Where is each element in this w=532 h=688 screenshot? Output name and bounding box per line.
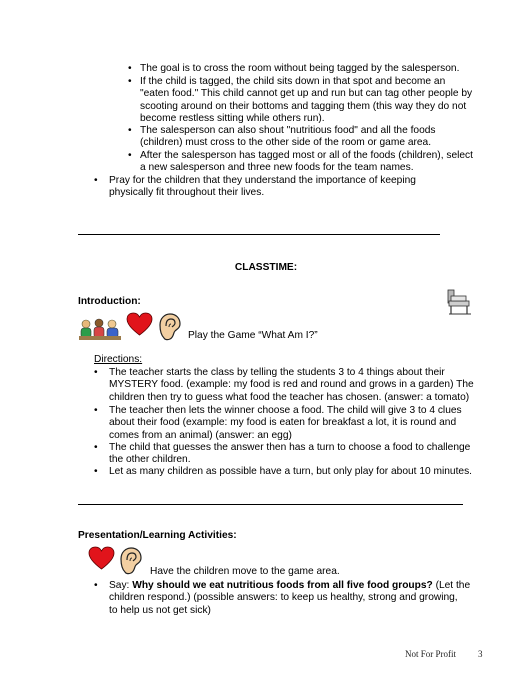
list-item [94, 466, 472, 478]
pray-item-text: Pray for the children that they understand the importance of keeping physically fit throughout their lives. [109, 175, 416, 199]
bullet-dot: • [94, 405, 98, 416]
children-group-icon [78, 317, 122, 341]
list-item [128, 150, 473, 175]
say-label: Say: [109, 580, 133, 591]
heart-icon [88, 546, 115, 571]
directions-label: Directions: [94, 354, 143, 365]
bullet-dot: • [94, 175, 98, 186]
ear-icon [118, 546, 143, 575]
list-item [128, 63, 459, 75]
presentation-heading: Presentation/Learning Activities: [78, 530, 237, 541]
list-item-text: If the child is tagged, the child sits down in that spot and become an "eaten food." This child cannot get up and run but can tag other people by scooting around on their bottoms and tagging them (this way they do not become restless sitting while others run). [140, 76, 473, 124]
classtime-heading: CLASSTIME: [234, 262, 298, 273]
list-item [94, 580, 470, 617]
heart-icon [126, 312, 153, 337]
divider [78, 234, 440, 235]
divider [78, 504, 463, 505]
bullet-dot: • [128, 125, 132, 136]
list-item-text: The child that guesses the answer then has a turn to choose a food to challenge the other children. [109, 442, 471, 466]
bullet-dot: • [94, 367, 98, 378]
bullet-dot: • [128, 150, 132, 161]
game-text: Play the Game “What Am I?” [188, 330, 318, 341]
bullet-dot: • [128, 76, 132, 87]
bullet-dot: • [94, 442, 98, 453]
page-number: 3 [478, 649, 483, 659]
list-item-text: Let as many children as possible have a turn, but only play for about 10 minutes. [109, 466, 472, 477]
pray-item [94, 175, 416, 200]
say-rest: (Let the children respond.) (possible answers: to keep us healthy, strong and growing, to help us not get sick) [109, 580, 471, 616]
list-item [94, 442, 470, 467]
introduction-heading: Introduction: [78, 296, 141, 307]
bullet-dot: • [128, 63, 132, 74]
say-question: Why should we eat nutritious foods from all five food groups? [132, 580, 433, 591]
bullet-dot: • [94, 580, 98, 591]
list-item [128, 76, 472, 125]
list-item [94, 405, 462, 442]
say-item-text [109, 580, 470, 617]
list-item [128, 125, 436, 150]
list-item-text: The salesperson can also shout "nutritious food" and all the foods (children) must cross to the other side of the room or game area. [140, 125, 436, 149]
list-item [94, 367, 474, 404]
bullet-dot: • [94, 466, 98, 477]
move-text: Have the children move to the game area. [150, 566, 340, 577]
ear-icon [157, 312, 182, 341]
list-item-text: After the salesperson has tagged most or all of the foods (children), select a new salesperson and three new foods for the team names. [140, 150, 473, 174]
list-item-text: The goal is to cross the room without being tagged by the salesperson. [140, 63, 460, 74]
list-item-text: The teacher then lets the winner choose a food. The child will give 3 to 4 clues about their food (example: my food is eaten for breakfast a lot, it is round and comes from an animal) (answer: an egg) [109, 405, 462, 441]
list-item-text: The teacher starts the class by telling the students 3 to 4 things about their MYSTERY food. (example: my food is red and round and grows in a garden) The children then try to guess what food the teacher has chosen. (answer: a tomato) [109, 367, 474, 403]
footer-text: Not For Profit [405, 649, 457, 659]
chair-icon [445, 288, 475, 316]
